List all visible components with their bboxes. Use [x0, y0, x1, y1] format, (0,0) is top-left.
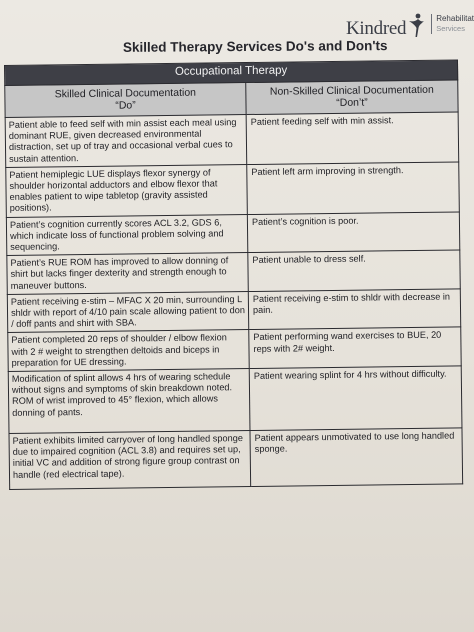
kindred-logo — [346, 8, 474, 42]
table-row — [9, 428, 463, 490]
table-row — [8, 366, 462, 434]
dont-cell: Patient’s cognition is poor. — [247, 212, 459, 253]
dont-cell: Patient performing wand exercises to BUE, 20 reps with 2# weight. — [249, 327, 461, 368]
documentation-table — [4, 59, 463, 490]
table-row — [7, 250, 460, 294]
do-cell: Patient receiving e-stim – MFAC X 20 min, surrounding L shldr with report of 4/10 pain scale allowing patient to don / doff pants and shirt with SBA. — [7, 291, 248, 333]
logo-line-1: Rehabilitat — [436, 14, 474, 23]
dont-cell: Patient receiving e-stim to shldr with decrease in pain. — [248, 289, 460, 330]
dont-cell: Patient feeding self with min assist. — [246, 112, 459, 164]
document-title: Skilled Therapy Services Do's and Don'ts — [122, 38, 388, 55]
table-row — [6, 162, 460, 217]
do-cell: Patient hemiplegic LUE displays flexor synergy of shoulder horizontal adductors and elbow flexor that enables patient to wipe tabletop (gravity assisted positions). — [6, 164, 248, 217]
column-header-do-line2: “Do” — [115, 99, 136, 112]
column-header-dont — [246, 80, 458, 115]
logo-line-2: Services — [436, 24, 465, 33]
column-header-do-line1: Skilled Clinical Documentation — [54, 86, 197, 101]
kindred-figure-icon — [407, 12, 425, 38]
dont-cell: Patient wearing splint for 4 hrs without difficulty. — [249, 366, 462, 431]
table-row — [8, 327, 461, 371]
dont-cell: Patient appears unmotivated to use long handled sponge. — [250, 428, 463, 487]
do-cell: Patient’s RUE ROM has improved to allow donning of shirt but lacks finger dexterity and strength enough to maneuver buttons. — [7, 253, 248, 295]
dont-cell: Patient unable to dress self. — [248, 250, 460, 291]
do-cell: Modification of splint allows 4 hrs of wearing schedule without signs and symptoms of skin breakdown noted. ROM of wrist improved to 45° flexion, which allows donning of pants. — [8, 369, 250, 434]
logo-tagline — [431, 14, 474, 34]
column-header-do — [5, 83, 246, 118]
do-cell: Patient exhibits limited carryover of long handled sponge due to impaired cognition (ACL 3.8) and requires set up, initial VC and addition of strong figure group contrast on handle (red electrical tape). — [9, 431, 251, 490]
do-cell: Patient’s cognition currently scores ACL 3.2, GDS 6, which indicate loss of functional problem solving and sequencing. — [6, 214, 247, 256]
table-row — [7, 289, 460, 333]
do-cell: Patient able to feed self with min assist each meal using dominant RUE, given decreased environmental distraction, set up of tray and occasional verbal cues to sustain attention. — [5, 115, 247, 168]
do-cell: Patient completed 20 reps of shoulder / elbow flexion with 2 # weight to strengthen deltoids and biceps in preparation for UE dressing. — [8, 330, 249, 372]
table-row — [5, 112, 459, 167]
section-title: Occupational Therapy — [5, 60, 458, 86]
documentation-table-container — [4, 59, 462, 490]
column-header-dont-line2: “Don’t” — [336, 96, 368, 109]
table-row — [6, 212, 459, 256]
dont-cell: Patient left arm improving in strength. — [247, 162, 460, 214]
column-header-dont-line1: Non-Skilled Clinical Documentation — [269, 83, 434, 98]
logo-wordmark: Kindred — [346, 18, 407, 39]
